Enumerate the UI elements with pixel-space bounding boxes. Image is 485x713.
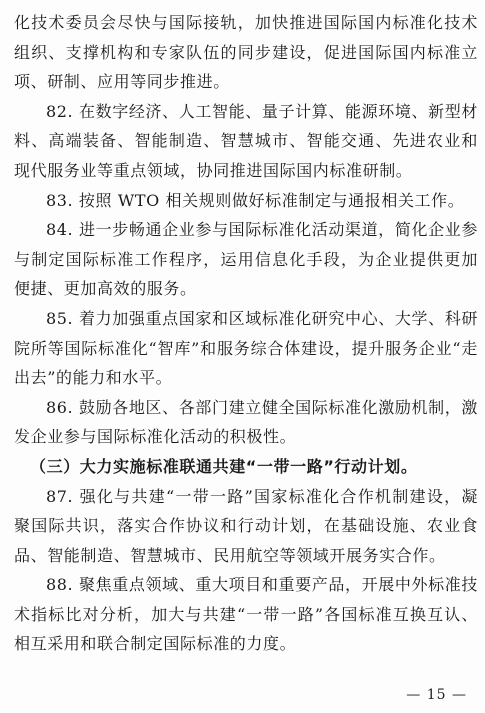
paragraph-item-83: 83. 按照 WTO 相关规则做好标准制定与通报相关工作。	[46, 190, 465, 210]
section-heading: （三）大力实施标准联通共建“一带一路”行动计划。	[30, 456, 418, 476]
paragraph-item-87: 87. 强化与共建“一带一路”国家标准化合作机制建设，凝聚国际共识，落实合作协议和行动计划，在基础设施、农业食品、智能制造、智慧城市、民用航空等领域开展务实合作。	[14, 486, 478, 565]
document-body	[14, 8, 478, 659]
paragraph-item-88: 88. 聚焦重点领域、重大项目和重要产品，开展中外标准技术指标比对分析，加大与共建“一带一路”各国标准互换互认、相互采用和联合制定国际标准的力度。	[14, 575, 478, 654]
paragraph-item-86: 86. 鼓励各地区、各部门建立健全国际标准化激励机制，激发企业参与国际标准化活动的积极性。	[14, 397, 478, 447]
paragraph-item-85: 85. 着力加强重点国家和区域标准化研究中心、大学、科研院所等国际标准化“智库”和服务综合体建设，提升服务企业“走出去”的能力和水平。	[14, 308, 478, 388]
paragraph-item-82: 82. 在数字经济、人工智能、量子计算、能源环境、新型材料、高端装备、智能制造、智慧城市、智能交通、先进农业和现代服务业等重点领域，协同推进国际国内标准研制。	[14, 101, 478, 180]
paragraph-continuation: 化技术委员会尽快与国际接轨，加快推进国际国内标准化技术组织、支撑机构和专家队伍的同步建设，促进国际国内标准立项、研制、应用等同步推进。	[14, 13, 478, 92]
paragraph-item-84: 84. 进一步畅通企业参与国际标准化活动渠道，简化企业参与制定国际标准工作程序，运用信息化手段，为企业提供更加便捷、更加高效的服务。	[14, 220, 478, 299]
page-number: — 15 —	[406, 687, 467, 703]
